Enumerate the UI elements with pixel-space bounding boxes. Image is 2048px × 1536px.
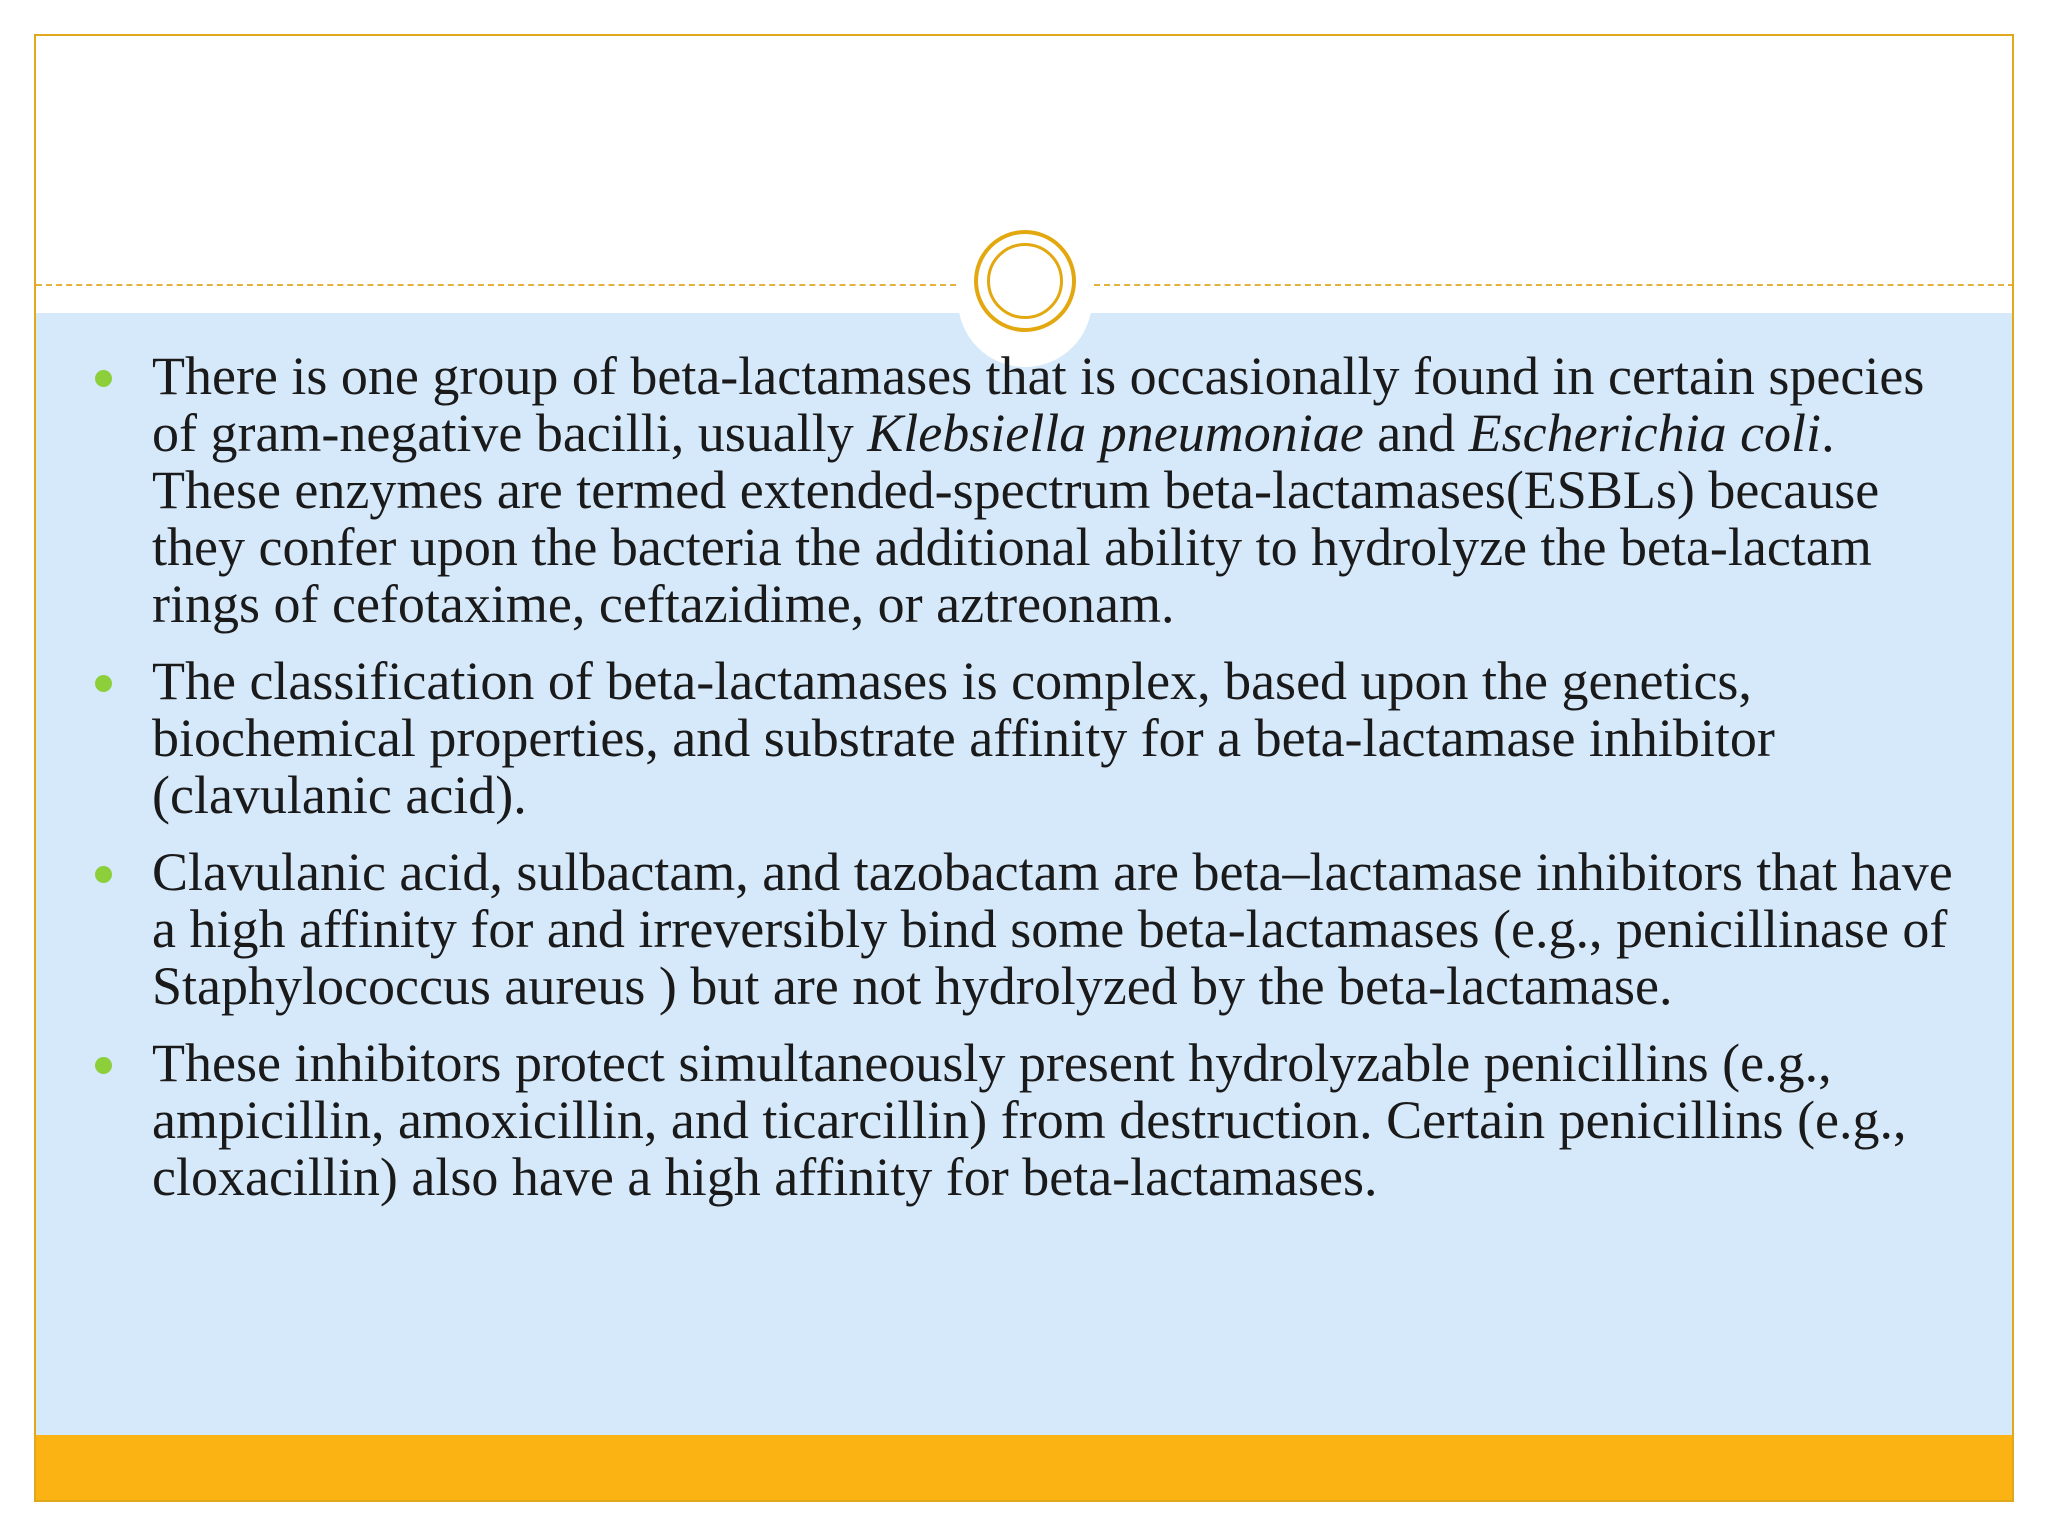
- text-segment: . These enzymes are termed extended-spectrum beta-lactamases(ESBLs) because they confer upon the bacteria the additional ability to hydrolyze the beta-lactam rings of cefotaxime, ceftazidime, or aztreonam.: [152, 403, 1880, 634]
- text-segment: and: [1363, 403, 1469, 463]
- bullet-dot-icon: [95, 1057, 112, 1074]
- bullet-dot-icon: [95, 866, 112, 883]
- bullet-item-classification: [36, 653, 2012, 824]
- bullet-item-inhibitors: [36, 844, 2012, 1015]
- slide-frame: [34, 34, 2014, 1502]
- bullet-text: [152, 842, 1953, 1016]
- organism-name-klebsiella: Klebsiella pneumoniae: [867, 403, 1364, 463]
- decorative-ring-icon: [974, 230, 1076, 332]
- footer-bar: [36, 1435, 2012, 1502]
- bullet-dot-icon: [95, 675, 112, 692]
- text-segment: There is one group of beta-lactamases that is occasionally found in certain species of gram-negative bacilli, usually: [152, 346, 1925, 463]
- title-divider-left: [36, 284, 956, 286]
- text-segment: The classification of beta-lactamases is complex, based upon the genetics, biochemical properties, and substrate affinity for a beta-lactamase inhibitor (clavulanic acid).: [152, 651, 1775, 825]
- bullet-dot-icon: [95, 370, 112, 387]
- decorative-ring-inner: [987, 243, 1063, 319]
- bullet-item-protection: [36, 1035, 2012, 1206]
- text-segment: Clavulanic acid, sulbactam, and tazobactam are beta–lactamase inhibitors that have a high affinity for and irreversibly bind some beta-lactamases (e.g., penicillinase of Staphylococcus aureus ) but are not hydrolyzed by the beta-lactamase.: [152, 842, 1953, 1016]
- bullet-list: [36, 348, 2012, 1226]
- text-segment: These inhibitors protect simultaneously present hydrolyzable penicillins (e.g., ampicillin, amoxicillin, and ticarcillin) from destruction. Certain penicillins (e.g., cloxacillin) also have a high affinity for beta-lactamases.: [152, 1033, 1907, 1207]
- organism-name-escherichia: Escherichia coli: [1468, 403, 1822, 463]
- bullet-item-esbl: [36, 348, 2012, 633]
- bullet-text: [152, 1033, 1907, 1207]
- bullet-text: [152, 346, 1924, 634]
- bullet-text: [152, 651, 1775, 825]
- title-divider-right: [1094, 284, 2014, 286]
